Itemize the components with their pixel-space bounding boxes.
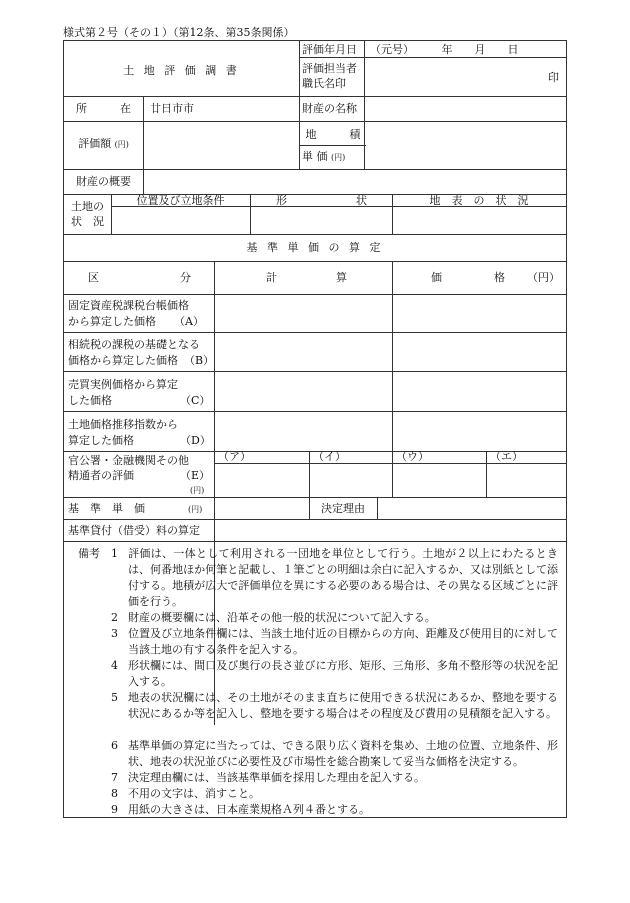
expert-tag: （E） — [180, 469, 211, 482]
row-c-label-2: した価格 — [68, 394, 112, 407]
note-6: 6 基準単価の算定に当たっては、できる限り広く資料を集め、土地の位置、立地条件、形状、地表の状況並びに必要性及び市場性を総合勘案して妥当な価格を決定する。 — [111, 739, 558, 768]
shape-header-1: 形 — [276, 194, 287, 207]
price-header-1: 価 — [431, 271, 442, 284]
assessor-label-1: 評価担当者 — [302, 62, 357, 75]
lease-label: 基準貸付（借受）料の算定 — [68, 524, 200, 537]
row-b-label-1: 相続税の課税の基礎となる — [68, 338, 200, 351]
shape-header-2: 状 — [356, 194, 367, 207]
property-name-label: 財産の名称 — [302, 102, 357, 115]
row-d-label-1: 土地価格推移指数から — [68, 418, 178, 431]
eval-date-value[interactable]: （元号） 年 月 日 — [370, 43, 519, 56]
base-price-label: 基 準 単 価 — [68, 502, 145, 515]
surface-status-header: 地 表 の 状 況 — [429, 194, 529, 207]
row-d-tag: （D） — [180, 434, 211, 447]
note-5: 5 地表の状況欄には、その土地がそのまま直ちに使用できる状況にあるか、整地を要する状況にあるか等を記入し、整地を要する場合はその程度及び費用の見積額を記入する。 — [111, 691, 558, 720]
expert-sub-u: （ウ） — [396, 450, 429, 463]
row-b-label-2: 価格から算定した価格 — [68, 354, 178, 367]
location-value[interactable]: 廿日市市 — [150, 102, 194, 115]
valuation-label: 評価額 (円) — [78, 137, 129, 150]
land-status-label-2: 状 況 — [71, 215, 104, 228]
row-a-label-1: 固定資産税課税台帳価格 — [68, 299, 189, 312]
calc-header-1: 計 — [266, 271, 277, 284]
eval-date-label: 評価年月日 — [302, 43, 357, 56]
position-conditions-header: 位置及び立地条件 — [136, 194, 225, 207]
land-valuation-form — [63, 40, 567, 818]
division-header-1: 区 — [88, 271, 99, 284]
price-unit-header: （円） — [527, 271, 560, 284]
expert-label-2: 精通者の評価 — [68, 469, 134, 482]
form-title: 土 地 評 価 調 書 — [123, 64, 240, 77]
calc-header-2: 算 — [336, 271, 347, 284]
form-caption: 様式第２号（その１）（第12条、第35条関係） — [63, 26, 295, 39]
note-9: 9 用紙の大きさは、日本産業規格Ａ列４番とする。 — [111, 803, 370, 816]
row-c-tag: （C） — [180, 394, 211, 407]
expert-sub-i: （イ） — [313, 450, 346, 463]
seal-mark: 印 — [548, 71, 559, 84]
expert-unit: (円) — [190, 486, 205, 495]
row-b-tag: （B） — [184, 354, 215, 367]
price-header-2: 格 — [494, 271, 505, 284]
overview-label: 財産の概要 — [76, 175, 131, 188]
row-a-label-2: から算定した価格 — [68, 315, 156, 328]
unit-price-label: 単 価 (円) — [302, 150, 346, 163]
note-1: 1 評価は、一体として利用される一団地を単位として行う。土地が２以上にわたるときは、何番地ほか何筆と記載し、１筆ごとの明細は余白に記入するか、又は別紙として添付する。地積が広大で評価単位を異にする必要のある場合は、その異なる区域ごとに評価を行う。 — [111, 547, 558, 608]
expert-label-1: 官公署・金融機関その他 — [68, 454, 189, 467]
calc-title: 基 準 単 価 の 算 定 — [246, 241, 384, 254]
note-8: 8 不用の文字は、消すこと。 — [111, 787, 260, 800]
row-d-label-2: 算定した価格 — [68, 434, 134, 447]
land-status-label-1: 土地の — [71, 200, 104, 213]
division-header-2: 分 — [180, 271, 191, 284]
expert-sub-e: （エ） — [490, 450, 523, 463]
assessor-label-2: 職氏名印 — [302, 77, 346, 90]
location-label: 所 在 — [76, 102, 131, 115]
note-3: 3 位置及び立地条件欄には、当該土地付近の目標からの方向、距離及び使用目的に対して当該土地の有する条件を記入する。 — [111, 627, 558, 656]
note-7: 7 決定理由欄には、当該基準単価を採用した理由を記入する。 — [111, 771, 425, 784]
area-label: 地 積 — [305, 128, 361, 141]
expert-sub-a: （ア） — [218, 450, 251, 463]
notes-heading: 備考 — [78, 547, 100, 560]
note-2: 2 財産の概要欄には、沿革その他一般的状況について記入する。 — [111, 611, 436, 624]
note-4: 4 形状欄には、間口及び奥行の長さ並びに方形、矩形、三角形、多角不整形等の状況を記入する。 — [111, 659, 558, 688]
row-a-tag: （A） — [174, 315, 204, 328]
decision-reason-label: 決定理由 — [321, 502, 365, 515]
row-c-label-1: 売買実例価格から算定 — [68, 378, 178, 391]
base-price-unit: (円) — [188, 505, 203, 514]
